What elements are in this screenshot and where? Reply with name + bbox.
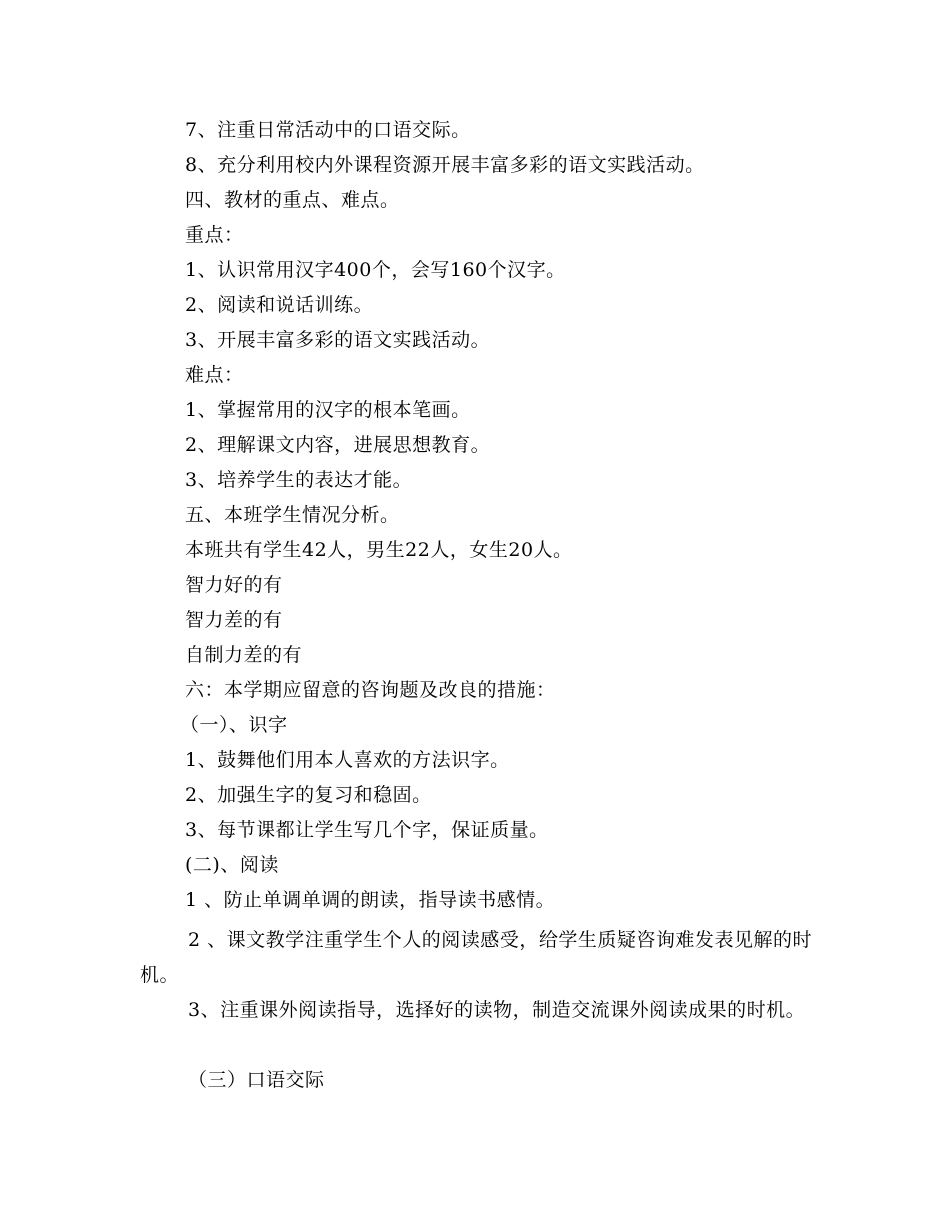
text-line-9: 1、掌握常用的汉字的根本笔画。	[185, 399, 471, 421]
text-line-2: 8、充分利用校内外课程资源开展丰富多彩的语文实践活动。	[185, 154, 705, 176]
paragraph-reading-3: 3、注重课外阅读指导，选择好的读物，制造交流课外阅读成果的时机。	[188, 999, 806, 1021]
text-line-6: 2、阅读和说话训练。	[185, 294, 374, 316]
text-line-5: 1、认识常用汉字400个，会写160个汉字。	[185, 259, 566, 281]
text-line-20: 2、加强生字的复习和稳固。	[185, 784, 432, 806]
text-line-10: 2、理解课文内容，进展思想教育。	[185, 434, 491, 456]
text-line-19: 1、鼓舞他们用本人喜欢的方法识字。	[185, 749, 510, 771]
text-line-15: 智力差的有	[185, 609, 283, 631]
paragraph-reading-2: 2 、课文教学注重学生个人的阅读感受，给学生质疑咨询难发表见解的时机。	[140, 929, 812, 986]
subheading-key-points: 重点：	[185, 224, 244, 246]
subsection-reading: (二)、阅读	[185, 854, 279, 876]
text-line-21: 3、每节课都让学生写几个字，保证质量。	[185, 819, 549, 841]
text-line-7: 3、开展丰富多彩的语文实践活动。	[185, 329, 491, 351]
subsection-literacy: （一）、识字	[180, 714, 288, 736]
text-line-11: 3、培养学生的表达才能。	[185, 469, 413, 491]
text-line-1: 7、注重日常活动中的口语交际。	[185, 119, 471, 141]
text-line-13: 本班共有学生42人，男生22人，女生20人。	[185, 539, 573, 561]
subsection-oral-communication: （三）口语交际	[188, 1069, 325, 1091]
text-line-14: 智力好的有	[185, 574, 283, 596]
text-line-16: 自制力差的有	[185, 644, 303, 666]
text-line-23: 1 、防止单调单调的朗读，指导读书感情。	[185, 889, 556, 911]
section-heading-4: 四、教材的重点、难点。	[185, 189, 400, 211]
section-heading-5: 五、本班学生情况分析。	[185, 504, 400, 526]
subheading-difficulties: 难点：	[185, 364, 244, 386]
section-heading-6: 六：本学期应留意的咨询题及改良的措施：	[185, 679, 556, 701]
